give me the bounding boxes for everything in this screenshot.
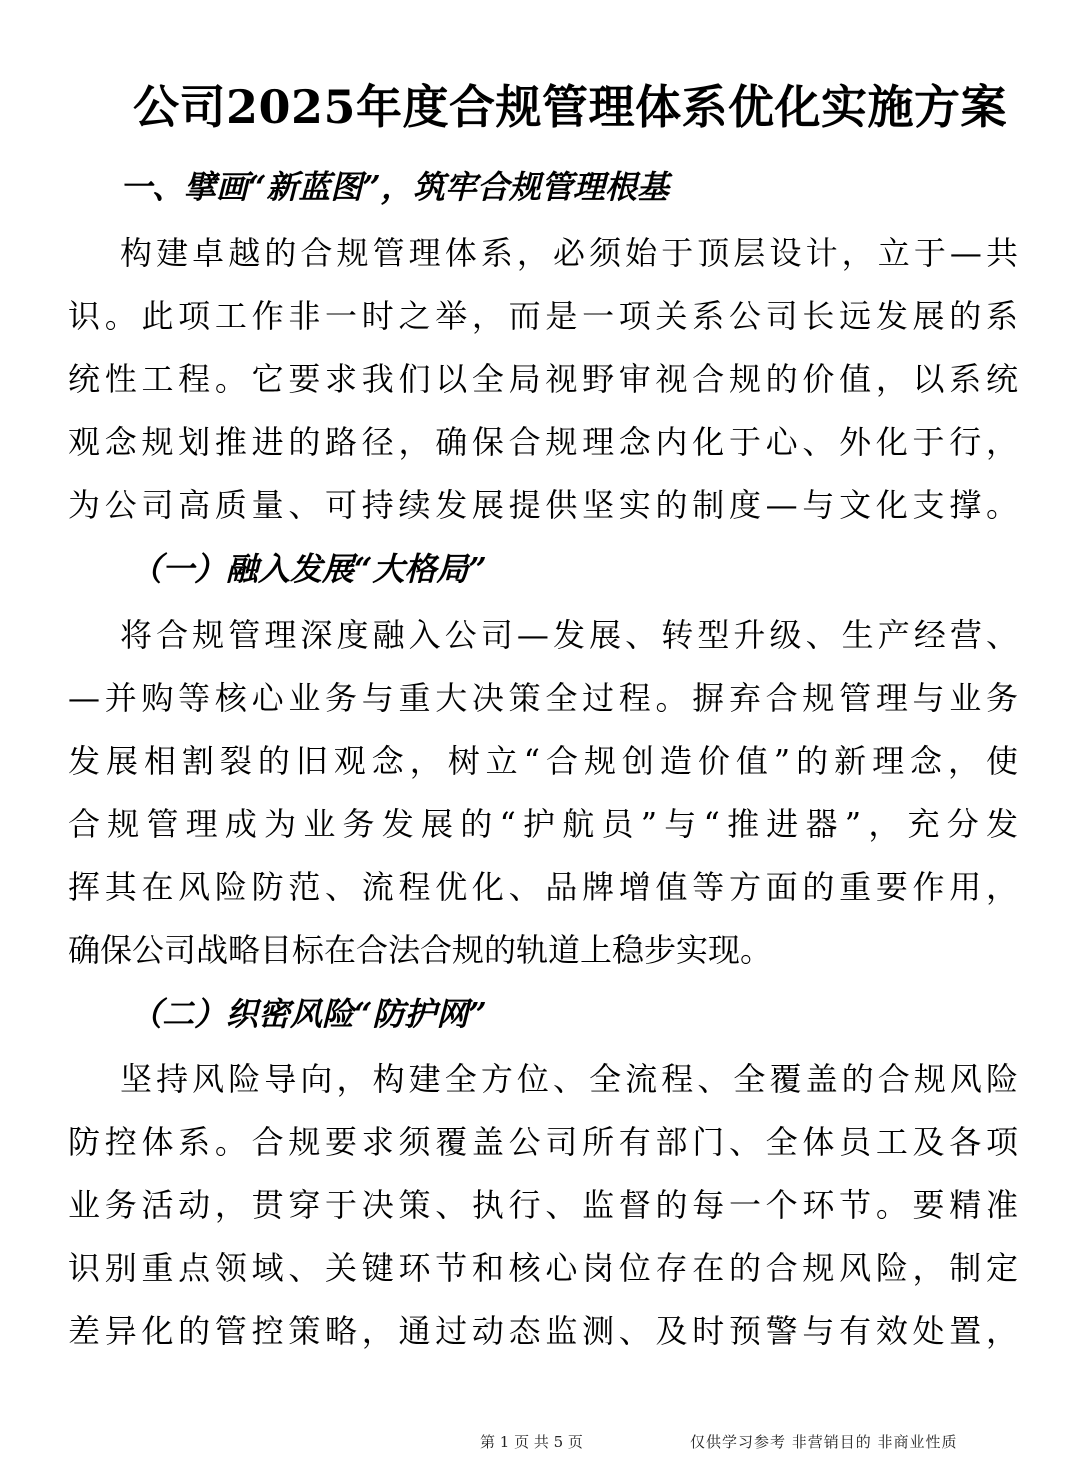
paragraph-line: 识别重点领域、关键环节和核心岗位存在的合规风险，制定 [68,1249,1018,1287]
paragraph-line: 挥其在风险防范、流程优化、品牌增值等方面的重要作用， [68,868,1018,906]
paragraph-line: 合规管理成为业务发展的“护航员”与“推进器”，充分发 [68,805,1018,843]
section1-paragraph [68,222,1018,537]
paragraph-line: 业务活动，贯穿于决策、执行、监督的每一个环节。要精准 [68,1186,1018,1224]
document-title: 公司2025年度合规管理体系优化实施方案 [132,80,1008,134]
subsection-heading-1: （一）融入发展“大格局” [130,550,487,588]
paragraph-line: —并购等核心业务与重大决策全过程。摒弃合规管理与业务 [68,679,1018,717]
subsection2-paragraph [68,1048,1018,1363]
subsection1-paragraph [68,604,1018,982]
subsection-heading-2: （二）织密风险“防护网” [130,995,487,1033]
paragraph-line: 为公司高质量、可持续发展提供坚实的制度—与文化支撑。 [68,486,1018,524]
section-heading-1: 一、擘画“新蓝图”，筑牢合规管理根基 [120,168,669,206]
page-number: 第 1 页 共 5 页 [480,1433,583,1451]
paragraph-line: 防控体系。合规要求须覆盖公司所有部门、全体员工及各项 [68,1123,1018,1161]
paragraph-line: 确保公司战略目标在合法合规的轨道上稳步实现。 [68,931,773,969]
paragraph-line: 观念规划推进的路径，确保合规理念内化于心、外化于行， [68,423,1018,461]
paragraph-line: 将合规管理深度融入公司—发展、转型升级、生产经营、 [120,616,1018,654]
paragraph-line: 发展相割裂的旧观念，树立“合规创造价值”的新理念，使 [68,742,1018,780]
paragraph-line: 统性工程。它要求我们以全局视野审视合规的价值，以系统 [68,360,1018,398]
paragraph-line: 识。此项工作非一时之举，而是一项关系公司长远发展的系 [68,297,1018,335]
paragraph-line: 差异化的管控策略，通过动态监测、及时预警与有效处置， [68,1312,1018,1350]
footer-notice: 仅供学习参考 非营销目的 非商业性质 [690,1433,958,1451]
paragraph-line: 构建卓越的合规管理体系，必须始于顶层设计，立于—共 [120,234,1018,272]
paragraph-line: 坚持风险导向，构建全方位、全流程、全覆盖的合规风险 [120,1060,1018,1098]
